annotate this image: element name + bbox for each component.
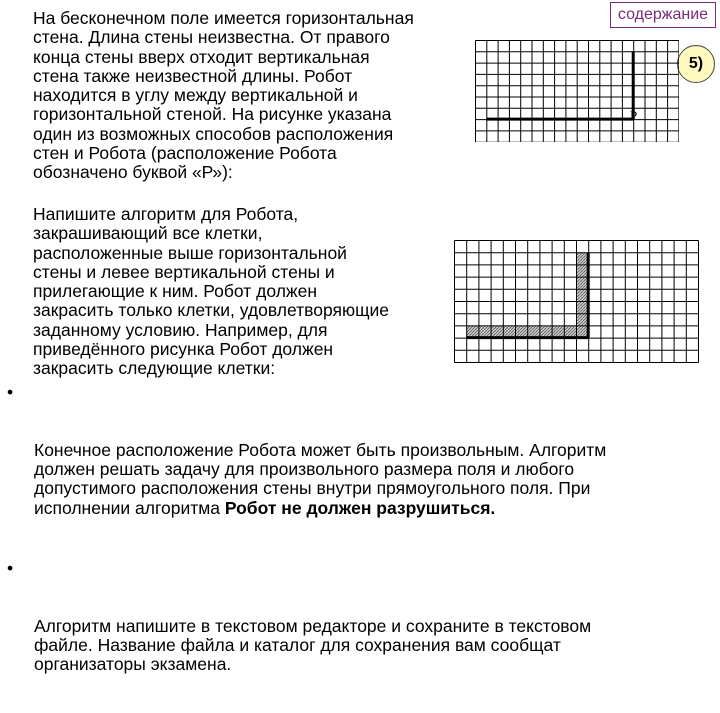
painted-cell — [552, 325, 564, 337]
text-line: прилегающие к ним. Робот должен — [33, 281, 318, 302]
text-line: закрашивающий все клетки, — [33, 223, 263, 244]
bullet-text — [34, 441, 720, 518]
bullet-marker: • — [7, 382, 14, 402]
text-run: исполнении алгоритма — [34, 497, 225, 518]
text-line: конца стены вверх отходит вертикальная — [33, 46, 370, 67]
text-line: закрасить следующие клетки: — [33, 358, 276, 379]
text-line: находится в углу между вертикальной и — [33, 85, 358, 106]
bullet-marker: • — [7, 557, 14, 578]
text-line: заданному условию. Например, для — [33, 319, 328, 340]
painted-cell — [564, 325, 576, 337]
result-field-grid — [454, 240, 700, 368]
painted-cell — [539, 325, 551, 337]
painted-cell — [478, 325, 490, 337]
example-field-grid — [475, 40, 679, 142]
painted-cell — [576, 301, 588, 313]
bullet-item-final-position — [0, 383, 720, 557]
grid-lines — [455, 241, 699, 363]
text-line: стена также неизвестной длины. Робот — [33, 65, 353, 86]
painted-cell — [503, 325, 515, 337]
painted-cell — [491, 325, 503, 337]
bullet-text — [34, 617, 720, 675]
text-line: файле. Название файла и каталог для сохранения вам сообщат — [34, 634, 561, 655]
text-line: На бесконечном поле имеется горизонтальная — [33, 8, 414, 28]
intro-paragraph — [33, 9, 414, 183]
painted-cell — [576, 313, 588, 325]
painted-cell — [576, 325, 588, 337]
task-number-badge: 5) — [677, 45, 715, 83]
text-line: должен решать задачу для произвольного размера поля и любого — [34, 459, 575, 480]
text-line: допустимого расположения стены внутри прямоугольного поля. При — [34, 478, 591, 499]
painted-cell — [466, 325, 478, 337]
text-line: закрасить только клетки, удовлетворяющие — [33, 300, 389, 321]
text-line: стен и Робота (расположение Робота — [33, 143, 337, 164]
painted-cell — [527, 325, 539, 337]
painted-cell — [576, 252, 588, 264]
text-line: Напишите алгоритм для Робота, — [33, 204, 299, 224]
contents-link-button[interactable]: содержание — [610, 2, 716, 28]
text-line: обозначено буквой «Р»): — [33, 162, 233, 183]
robot-marker: Р — [630, 108, 638, 123]
text-line — [34, 499, 720, 518]
bullet-list — [0, 383, 720, 713]
text-line: стены и левее вертикальной стены и — [33, 261, 335, 282]
grid-lines — [476, 41, 679, 143]
painted-cell — [576, 289, 588, 301]
text-line: один из возможных способов расположения — [33, 123, 394, 144]
emphasis-text: Робот не должен разрушиться. — [224, 497, 496, 518]
text-line: Конечное расположение Робота может быть произвольным. Алгоритм — [34, 439, 607, 460]
text-line: Алгоритм напишите в текстовом редакторе и сохраните в текстовом — [34, 615, 592, 636]
painted-cell — [515, 325, 527, 337]
painted-cell — [576, 264, 588, 276]
text-line: стена. Длина стены неизвестна. От правого — [33, 27, 390, 48]
text-line: организаторы экзамена. — [34, 654, 232, 675]
text-line: горизонтальной стеной. На рисунке указана — [33, 104, 392, 125]
text-line: расположенные выше горизонтальной — [33, 242, 347, 263]
task-paragraph — [33, 205, 389, 379]
text-line: приведённого рисунка Робот должен — [33, 339, 334, 360]
painted-cell — [576, 277, 588, 289]
bullet-item-save-file — [0, 559, 720, 713]
